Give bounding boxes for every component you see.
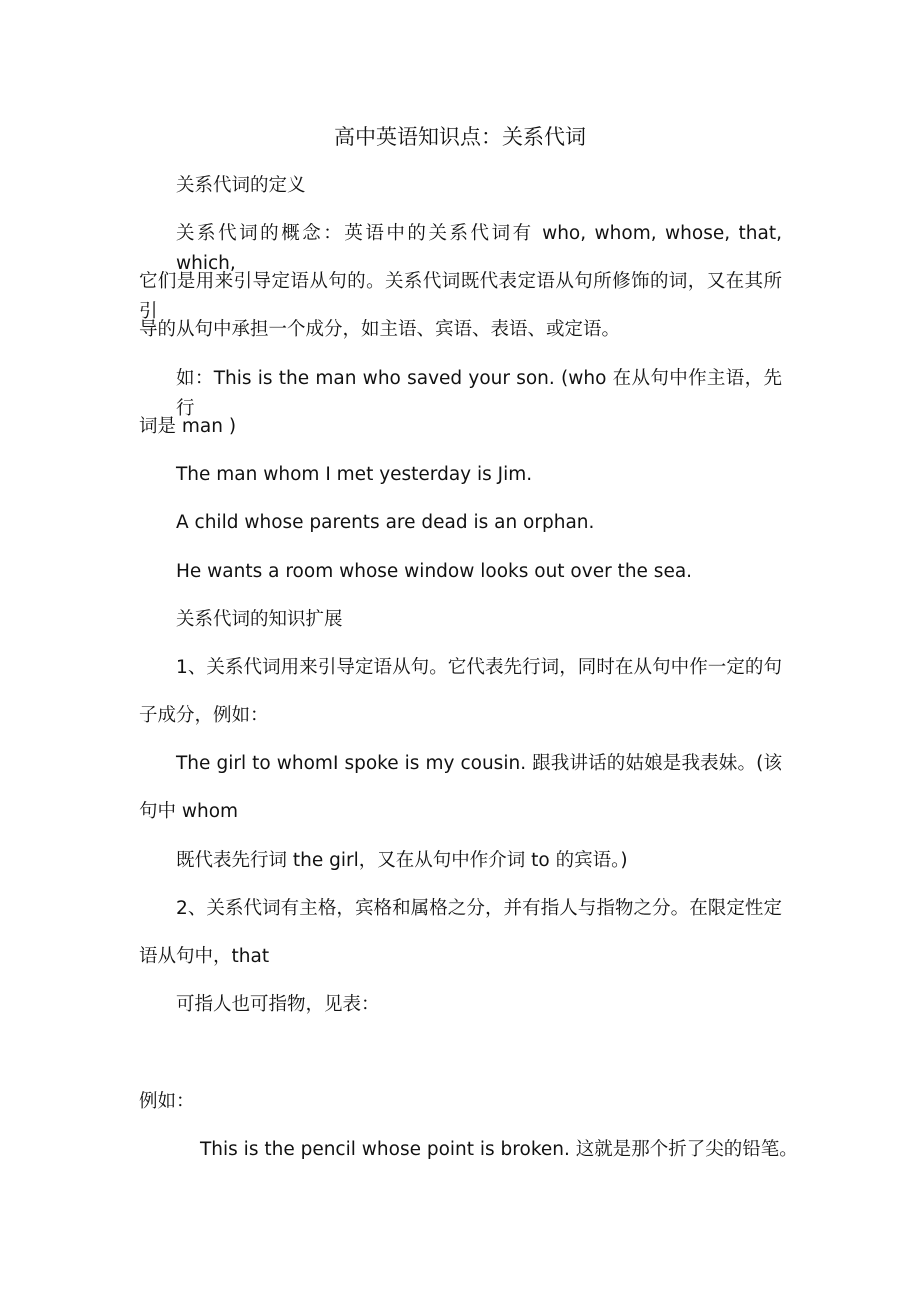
example-sentence: The man whom I met yesterday is Jim. [176,464,533,485]
page-title: 高中英语知识点：关系代词 [334,125,586,149]
paragraph-line: 既代表先行词 the girl，又在从句中作介词 to 的宾语。) [176,850,628,871]
example-sentence: This is the pencil whose point is broken. 这就是那个折了尖的铅笔。 [200,1139,798,1160]
section-heading-extension: 关系代词的知识扩展 [176,609,343,630]
example-line: 如：This is the man who saved your son. (who 在从句中作主语，先行 [176,368,782,419]
paragraph-line: 关系代词的概念：英语中的关系代词有 who, whom, whose, that, which, [176,223,782,274]
paragraph-line: 2、关系代词有主格，宾格和属格之分，并有指人与指物之分。在限定性定 [176,898,782,919]
paragraph-line: 子成分，例如： [139,705,269,726]
example-label: 例如： [139,1091,195,1112]
paragraph-line: 可指人也可指物，见表： [176,994,380,1015]
example-line: The girl to whomI spoke is my cousin. 跟我讲话的姑娘是我表妹。(该 [176,753,782,774]
paragraph-line: 导的从句中承担一个成分，如主语、宾语、表语、或定语。 [139,319,621,340]
paragraph-line: 1、关系代词用来引导定语从句。它代表先行词，同时在从句中作一定的句 [176,657,782,678]
example-line: 句中 whom [139,801,239,822]
paragraph-line: 它们是用来引导定语从句的。关系代词既代表定语从句所修饰的词，又在其所引 [139,271,782,322]
example-sentence: A child whose parents are dead is an orphan. [176,512,595,533]
section-heading-definition: 关系代词的定义 [176,175,306,196]
paragraph-line: 语从句中，that [139,946,270,967]
example-sentence: He wants a room whose window looks out over the sea. [176,561,693,582]
example-line: 词是 man ) [139,416,237,437]
